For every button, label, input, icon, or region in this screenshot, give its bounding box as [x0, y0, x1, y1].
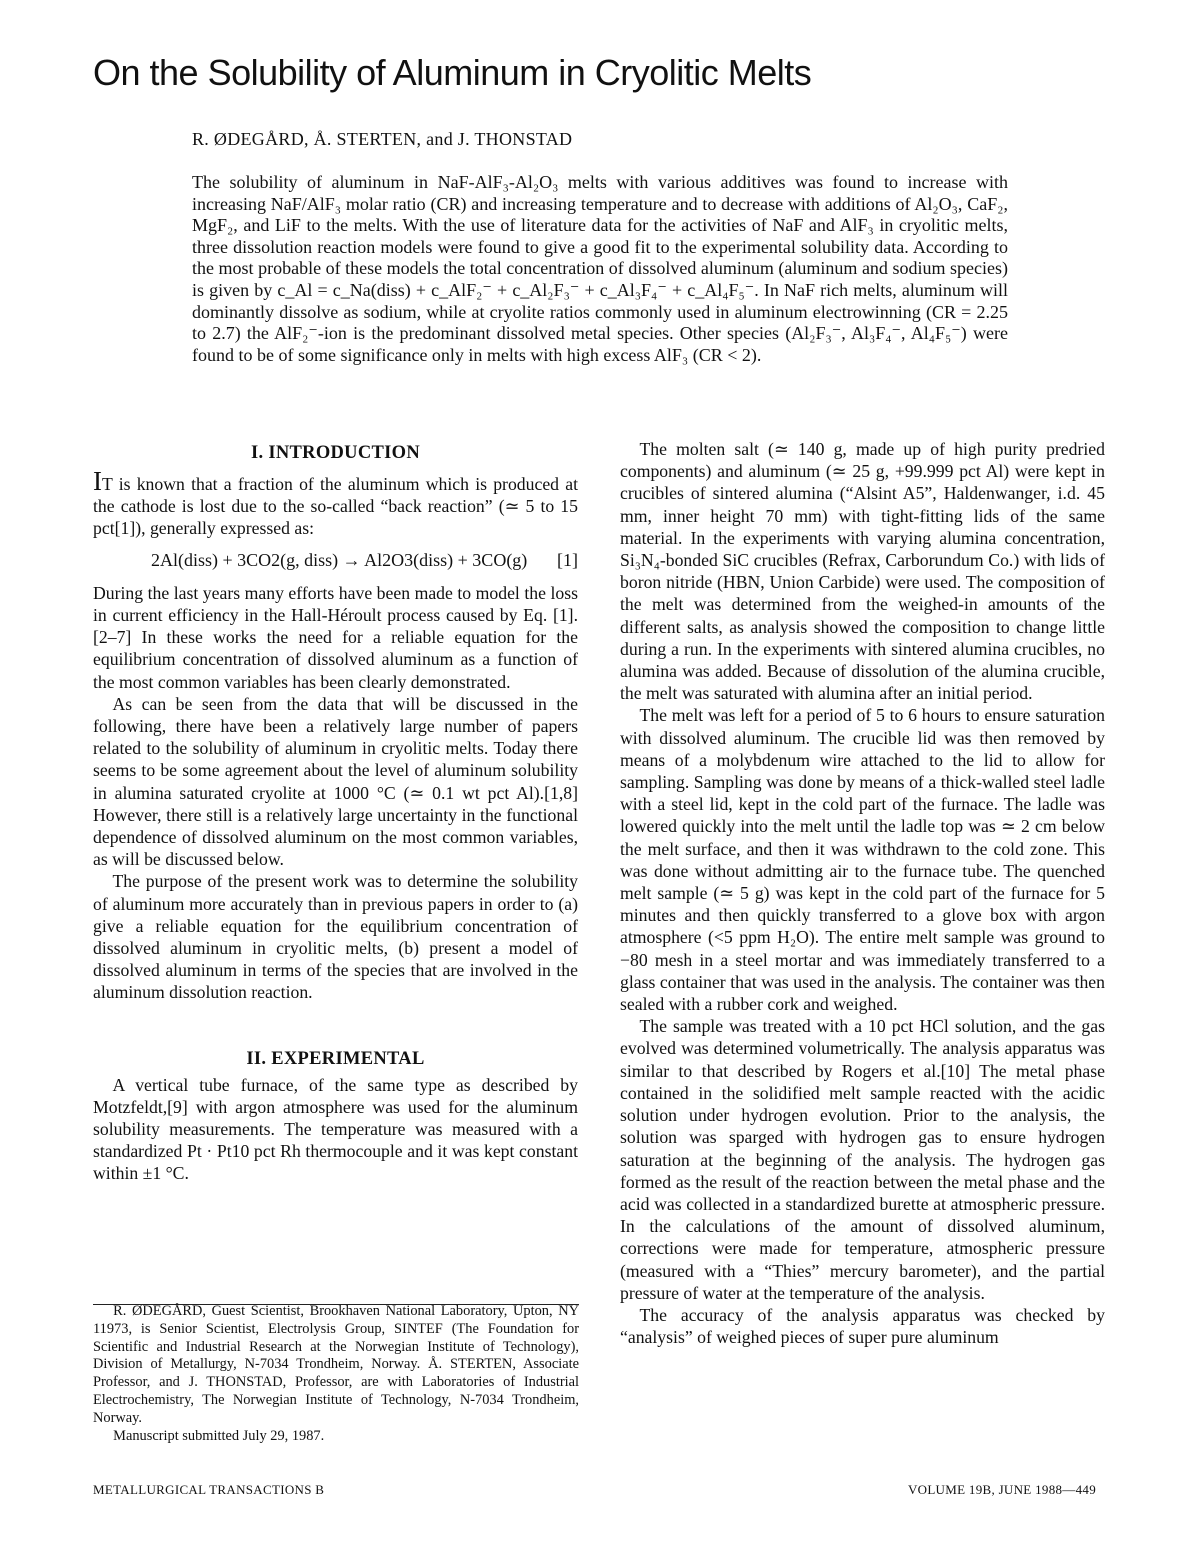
- footnote-manuscript-date: Manuscript submitted July 29, 1987.: [113, 1427, 325, 1444]
- author-list: R. ØDEGÅRD, Å. STERTEN, and J. THONSTAD: [192, 129, 573, 149]
- introduction-heading: I. INTRODUCTION: [251, 443, 420, 463]
- right-column: [620, 438, 1105, 1348]
- journal-name-footer: METALLURGICAL TRANSACTIONS B: [93, 1482, 325, 1497]
- section-gap: [93, 1004, 578, 1044]
- experimental-paragraph-1: A vertical tube furnace, of the same type as described by Motzfeldt,[9] with argon atmosphere was used for the aluminum solubility measurements. The temperature was measured with a standardized Pt · Pt10 pct Rh thermocouple and it was kept constant within ±1 °C.: [93, 1074, 578, 1184]
- intro-paragraph-1-text: T is known that a fraction of the aluminum which is produced at the cathode is lost due to the so-called “back reaction” (≃ 5 to 15 pct[1]), generally expressed as:: [93, 474, 578, 539]
- volume-page-footer: VOLUME 19B, JUNE 1988—449: [907, 1482, 1096, 1497]
- intro-paragraph-1: [93, 468, 578, 540]
- intro-paragraph-2: During the last years many efforts have been made to model the loss in current efficiency in the Hall-Héroult process caused by Eq. [1].[2–7] In these works the need for a reliable equation for the equilibrium concentration of dissolved aluminum as a function of the most common variables has been clearly demonstrated.: [93, 582, 578, 692]
- left-column: [93, 438, 578, 1185]
- right-paragraph-4: The accuracy of the analysis apparatus was checked by “analysis” of weighed pieces of super pure aluminum: [620, 1304, 1105, 1348]
- paper-title: On the Solubility of Aluminum in Cryolitic Melts: [93, 52, 812, 93]
- equation-1: [93, 549, 578, 571]
- intro-paragraph-3: As can be seen from the data that will be discussed in the following, there have been a relatively large number of papers related to the solubility of aluminum in cryolitic melts. Today there seems to be some agreement about the level of aluminum solubility in alumina saturated cryolite at 1000 °C (≃ 0.1 wt pct Al).[1,8] However, there still is a relatively large uncertainty in the functional dependence of dissolved aluminum on the most common variables, as will be discussed below.: [93, 693, 578, 870]
- abstract: The solubility of aluminum in NaF-AlF₃-Al₂O₃ melts with various additives was found to increase with increasing NaF/AlF₃ molar ratio (CR) and increasing temperature and to decrease with additions of Al₂O₃, CaF₂, MgF₂, and LiF to the melts. With the use of literature data for the activities of NaF and AlF₃ in cryolitic melts, three dissolution reaction models were found to give a good fit to the experimental solubility data. According to the most probable of these models the total concentration of dissolved aluminum (aluminum and sodium species) is given by c_Al = c_Na(diss) + c_AlF₂⁻ + c_Al₂F₃⁻ + c_Al₃F₄⁻ + c_Al₄F₅⁻. In NaF rich melts, aluminum will dominantly dissolve as sodium, while at cryolite ratios commonly used in aluminum electrowinning (CR = 2.25 to 2.7) the AlF₂⁻-ion is the predominant dissolved metal species. Other species (Al₂F₃⁻, Al₃F₄⁻, Al₄F₅⁻) were found to be of some significance only in melts with high excess AlF₃ (CR < 2).: [192, 172, 1008, 365]
- intro-paragraph-4: The purpose of the present work was to determine the solubility of aluminum more accurately than in previous papers in order to (a) give a reliable equation for the equilibrium concentration of dissolved aluminum in cryolitic melts, (b) present a model of dissolved aluminum in terms of the species that are involved in the aluminum dissolution reaction.: [93, 871, 578, 1003]
- footnote-affiliations: R. ØDEGÅRD, Guest Scientist, Brookhaven National Laboratory, Upton, NY 11973, is Senior Scientist, Electrolysis Group, SINTEF (The Foundation for Scientific and Industrial Research at the Norwegian Institute of Technology), Division of Metallurgy, N-7034 Trondheim, Norway. Å. STERTEN, Associate Professor, and J. THONSTAD, Professor, are with Laboratories of Industrial Electrochemistry, The Norwegian Institute of Technology, N-7034 Trondheim, Norway.: [93, 1303, 579, 1426]
- equation-body: 2Al(diss) + 3CO2(g, diss) → Al2O3(diss) + 3CO(g): [151, 549, 528, 570]
- drop-cap: I: [93, 466, 102, 496]
- author-footnote: [93, 1303, 579, 1445]
- right-paragraph-1: The molten salt (≃ 140 g, made up of high purity predried components) and aluminum (≃ 25 g, +99.999 pct Al) were kept in crucibles of sintered alumina (“Alsint A5”, Haldenwanger, i.d. 45 mm, inner height 70 mm) with tight-fitting lids of the same material. In the experiments with varying alumina concentration, Si₃N₄-bonded SiC crucibles (Refrax, Carborundum Co.) with lids of boron nitride (HBN, Union Carbide) were used. The composition of the melt was determined from the weighed-in amounts of the different salts, as analysis showed the composition to change little during a run. In the experiments with sintered alumina crucibles, no alumina was added. Because of dissolution of the alumina crucible, the melt was saturated with alumina after an initial period.: [620, 439, 1105, 704]
- right-paragraph-3: The sample was treated with a 10 pct HCl solution, and the gas evolved was determined volumetrically. The analysis apparatus was similar to that described by Rogers et al.[10] The metal phase contained in the solidified melt sample reacted with the acidic solution under hydrogen evolution. Prior to the analysis, the solution was sparged with hydrogen gas to ensure hydrogen saturation at the beginning of the analysis. The hydrogen gas formed as the result of the reaction between the metal phase and the acid was collected in a standardized burette at atmospheric pressure. In the calculations of the amount of dissolved aluminum, corrections were made for temperature, atmospheric pressure (measured with a “Thies” mercury barometer), and the partial pressure of water at the temperature of the analysis.: [620, 1016, 1105, 1303]
- equation-number: [1]: [557, 549, 578, 570]
- right-paragraph-2: The melt was left for a period of 5 to 6 hours to ensure saturation with dissolved aluminum. The crucible lid was then removed by means of a molybdenum wire attached to the lid to allow for sampling. Sampling was done by means of a thick-walled steel ladle with a steel lid, kept in the cold part of the furnace. The ladle was lowered quickly into the melt until the ladle top was ≃ 2 cm below the melt surface, and then it was withdrawn to the cold zone. This was done without admitting air to the furnace tube. The quenched melt sample (≃ 5 g) was kept in the cold part of the furnace for 5 minutes and then quickly transferred to a glove box with argon atmosphere (<5 ppm H₂O). The entire melt sample was ground to −80 mesh in a steel mortar and was immediately transferred to a glass container that was used in the analysis. The container was then sealed with a rubber cork and weighed.: [620, 705, 1105, 1015]
- experimental-heading: II. EXPERIMENTAL: [246, 1048, 425, 1069]
